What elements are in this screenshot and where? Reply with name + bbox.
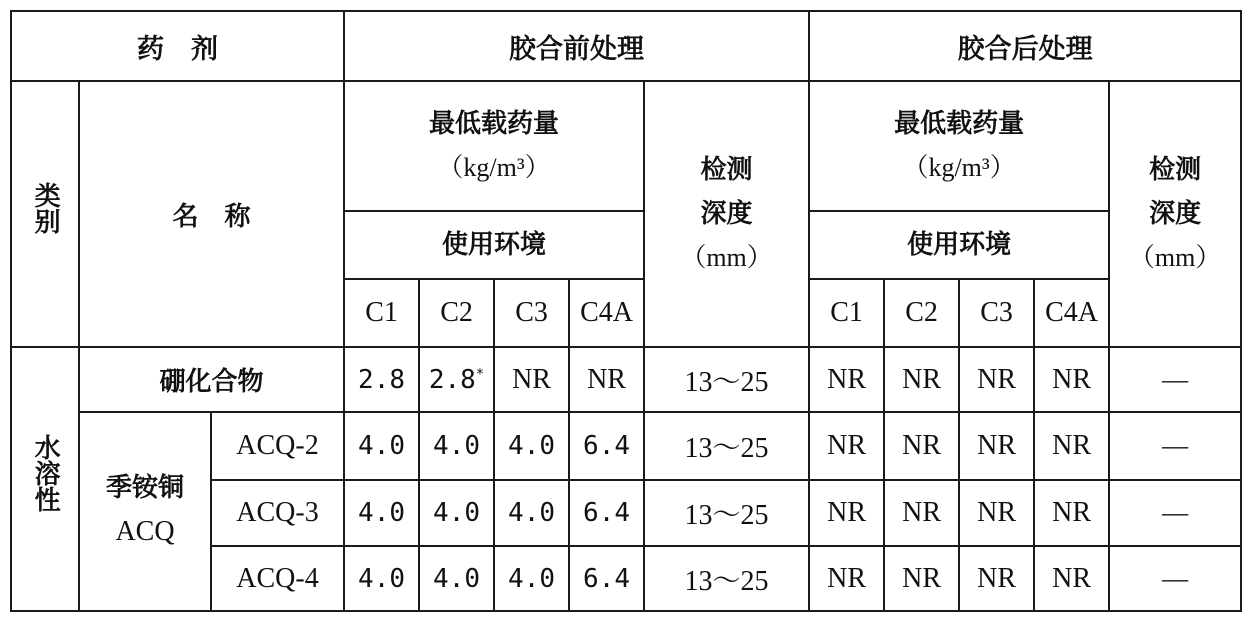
table-row bbox=[11, 347, 1241, 412]
header-post-env: 使用环境 bbox=[809, 211, 1109, 279]
post-env-c2: C2 bbox=[884, 279, 959, 347]
cell: 4.0 bbox=[344, 480, 419, 546]
row-name-boron: 硼化合物 bbox=[79, 347, 344, 412]
group-label-text: 水溶性 bbox=[30, 433, 61, 512]
cell: 13～25 bbox=[644, 480, 809, 546]
header-pre-depth: 检测 深度 （mm） bbox=[644, 81, 809, 347]
cell: — bbox=[1109, 412, 1241, 480]
cell: 4.0 bbox=[344, 546, 419, 611]
pre-env-c1: C1 bbox=[344, 279, 419, 347]
post-env-c4a: C4A bbox=[1034, 279, 1109, 347]
cell: NR bbox=[494, 347, 569, 412]
cell: — bbox=[1109, 546, 1241, 611]
cell: 13～25 bbox=[644, 347, 809, 412]
header-post-min-retention: 最低载药量 （kg/m³） bbox=[809, 81, 1109, 211]
cell: NR bbox=[959, 480, 1034, 546]
group-label bbox=[11, 347, 79, 611]
header-post-depth: 检测 深度 （mm） bbox=[1109, 81, 1241, 347]
header-pre-env: 使用环境 bbox=[344, 211, 644, 279]
pre-env-c4a: C4A bbox=[569, 279, 644, 347]
cell: 2.8 bbox=[344, 347, 419, 412]
cell: NR bbox=[569, 347, 644, 412]
cell: — bbox=[1109, 480, 1241, 546]
cell: NR bbox=[1034, 412, 1109, 480]
cell: 6.4 bbox=[569, 546, 644, 611]
cell: 4.0 bbox=[419, 480, 494, 546]
cell: NR bbox=[809, 546, 884, 611]
cell: 2.8* bbox=[419, 347, 494, 412]
cell: NR bbox=[884, 480, 959, 546]
header-pre-treatment: 胶合前处理 bbox=[344, 11, 809, 81]
cell: NR bbox=[1034, 546, 1109, 611]
subgroup-acq: 季铵铜 ACQ bbox=[79, 412, 211, 611]
cell: NR bbox=[884, 412, 959, 480]
cell: 4.0 bbox=[419, 412, 494, 480]
header-post-treatment: 胶合后处理 bbox=[809, 11, 1241, 81]
cell: NR bbox=[809, 412, 884, 480]
cell: 6.4 bbox=[569, 480, 644, 546]
header-name: 名 称 bbox=[79, 81, 344, 347]
header-category bbox=[11, 81, 79, 347]
header-pre-min-retention: 最低载药量 （kg/m³） bbox=[344, 81, 644, 211]
cell: NR bbox=[959, 412, 1034, 480]
cell: NR bbox=[884, 347, 959, 412]
cell: 4.0 bbox=[419, 546, 494, 611]
footnote-mark: * bbox=[475, 365, 485, 382]
cell: 4.0 bbox=[494, 412, 569, 480]
header-agent: 药 剂 bbox=[11, 11, 344, 81]
row-name-acq-4: ACQ-4 bbox=[211, 546, 344, 611]
cell: 13～25 bbox=[644, 412, 809, 480]
cell: NR bbox=[884, 546, 959, 611]
cell: NR bbox=[809, 347, 884, 412]
cell: 13～25 bbox=[644, 546, 809, 611]
pre-env-c3: C3 bbox=[494, 279, 569, 347]
preservative-retention-table bbox=[10, 10, 1242, 612]
cell: 6.4 bbox=[569, 412, 644, 480]
post-env-c1: C1 bbox=[809, 279, 884, 347]
cell: 4.0 bbox=[494, 480, 569, 546]
cell: NR bbox=[959, 546, 1034, 611]
post-env-c3: C3 bbox=[959, 279, 1034, 347]
cell: — bbox=[1109, 347, 1241, 412]
row-name-acq-2: ACQ-2 bbox=[211, 412, 344, 480]
cell: NR bbox=[1034, 480, 1109, 546]
pre-env-c2: C2 bbox=[419, 279, 494, 347]
cell: NR bbox=[959, 347, 1034, 412]
row-name-acq-3: ACQ-3 bbox=[211, 480, 344, 546]
cell: 4.0 bbox=[494, 546, 569, 611]
header-category-text: 类别 bbox=[30, 181, 61, 234]
cell: NR bbox=[1034, 347, 1109, 412]
cell: NR bbox=[809, 480, 884, 546]
table-row bbox=[11, 412, 1241, 480]
cell: 4.0 bbox=[344, 412, 419, 480]
